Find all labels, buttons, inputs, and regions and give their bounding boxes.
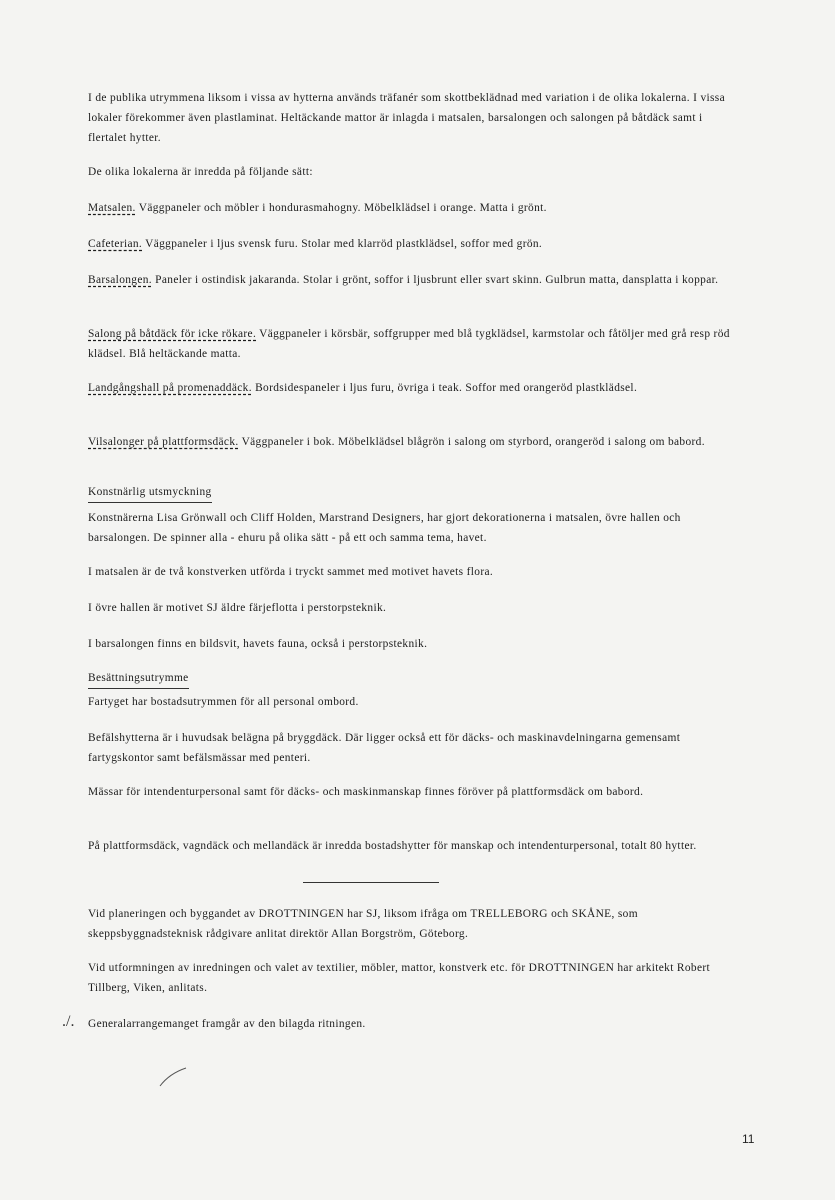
room-name: Cafeterian.: [88, 238, 143, 250]
crew-paragraph: Befälshytterna är i huvudsak belägna på bryggdäck. Där ligger också ett för däcks- och maskinavdelningarna gemensamt fartygskontor samt befälsmässar med penteri.: [88, 732, 681, 764]
art-paragraph: Konstnärerna Lisa Grönwall och Cliff Holden, Marstrand Designers, har gjort dekorationerna i matsalen, övre hallen och barsalongen. De spinner alla - ehuru på olika sätt - på ett och samma tema, havet.: [88, 512, 681, 544]
footnote-text: Generalarrangemanget framgår av den bilagda ritningen.: [88, 1018, 366, 1030]
room-barsalongen: [88, 270, 738, 290]
section-heading-crew: Besättningsutrymme: [88, 670, 189, 689]
room-text: Väggpaneler i körsbär, soffgrupper med blå tygklädsel, karmstolar och fåtöljer med grå resp röd klädsel. Blå heltäckande matta.: [88, 328, 730, 360]
intro-paragraph: I de publika utrymmena liksom i vissa av hytterna används träfanér som skottbeklädnad med variation i de olika lokalerna. I vissa lokaler förekommer även plastlaminat. Heltäckande mattor är inlagda i matsalen, barsalongen och salongen på båtdäck samt i flertalet hytter.: [88, 92, 725, 144]
footnote-mark: ./.: [62, 1013, 75, 1030]
page-number: 11: [742, 1132, 755, 1146]
crew-paragraph: Mässar för intendenturpersonal samt för däcks- och maskinmanskap finnes föröver på plattformsdäck om babord.: [88, 786, 644, 798]
art-paragraph: I barsalongen finns en bildsvit, havets fauna, också i perstorpsteknik.: [88, 638, 428, 650]
room-text: Bordsidespaneler i ljus furu, övriga i teak. Soffor med orangeröd plastklädsel.: [251, 382, 638, 394]
room-name: Barsalongen.: [88, 274, 152, 286]
room-salong-batdack: [88, 324, 738, 364]
room-text: Väggpaneler och möbler i hondurasmahogny. Möbelklädsel i orange. Matta i grönt.: [135, 202, 547, 214]
section-divider: [303, 882, 439, 883]
room-text: Paneler i ostindisk jakaranda. Stolar i grönt, soffor i ljusbrunt eller svart skinn. Gulbrun matta, dansplatta i koppar.: [151, 274, 719, 286]
room-vilsalonger: [88, 432, 738, 452]
room-name: Vilsalonger på plattformsdäck.: [88, 436, 239, 448]
pencil-stroke-mark: [158, 1066, 188, 1088]
art-paragraph: I övre hallen är motivet SJ äldre färjeflotta i perstorpsteknik.: [88, 602, 387, 614]
room-landgangshall: [88, 378, 738, 398]
section-heading-art: Konstnärlig utsmyckning: [88, 484, 212, 503]
room-text: Väggpaneler i bok. Möbelklädsel blågrön i salong om styrbord, orangeröd i salong om babord.: [238, 436, 705, 448]
room-cafeterian: [88, 234, 738, 254]
lead-in: De olika lokalerna är inredda på följande sätt:: [88, 166, 313, 178]
closing-paragraph: Vid utformningen av inredningen och valet av textilier, möbler, mattor, konstverk etc. för DROTTNINGEN har arkitekt Robert Tillberg, Viken, anlitats.: [88, 962, 711, 994]
art-paragraph: I matsalen är de två konstverken utförda i tryckt sammet med motivet havets flora.: [88, 566, 494, 578]
closing-paragraph: Vid planeringen och byggandet av DROTTNINGEN har SJ, liksom ifråga om TRELLEBORG och SKÅNE, som skeppsbyggnadsteknisk rådgivare anlitat direktör Allan Borgström, Göteborg.: [88, 908, 638, 940]
room-name: Salong på båtdäck för icke rökare.: [88, 328, 257, 340]
room-name: Landgångshall på promenaddäck.: [88, 382, 252, 394]
crew-paragraph: Fartyget har bostadsutrymmen för all personal ombord.: [88, 696, 359, 708]
room-name: Matsalen.: [88, 202, 136, 214]
crew-paragraph: På plattformsdäck, vagndäck och mellandäck är inredda bostadshytter för manskap och intendenturpersonal, totalt 80 hytter.: [88, 840, 697, 852]
room-matsalen: [88, 198, 738, 218]
room-text: Väggpaneler i ljus svensk furu. Stolar med klarröd plastklädsel, soffor med grön.: [142, 238, 543, 250]
